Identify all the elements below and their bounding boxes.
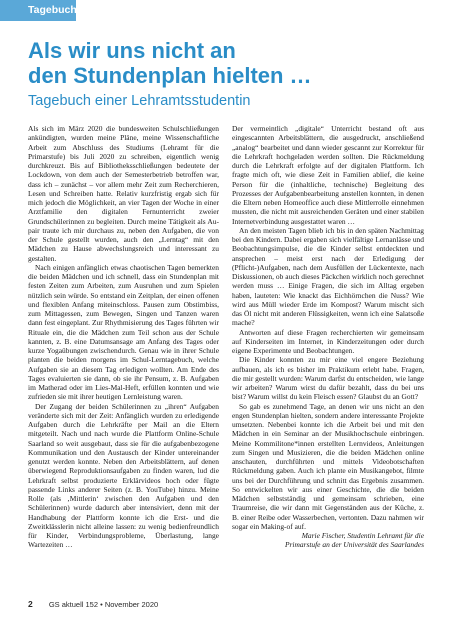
article-title xyxy=(28,38,428,88)
page-footer xyxy=(28,597,158,611)
paragraph: Der vermeintlich „digitale“ Unterricht bestand oft aus eingescannten Arbeitsblättern, die ausgedruckt, anschließend „analog“ bearbeitet und dann wieder gescannt zur Korrektur für die Lehrkraft hochgeladen werden sollten. Die Rückmeldung durch die Lehrkraft erfolgte auf der digitalen Plattform. Ich fragte mich oft, wie diese Zeit in Familien ablief, die keine Person für die (inhaltliche, technische) Begleitung des Prozesses der Aufgabenbearbeitung anstellen konnten, in denen die Eltern neben Homeoffice auch diese Mittlerrolle einnehmen mussten, die nicht mit ausreichenden Geräten und einer stabilen Internetverbindung ausgestattet waren … xyxy=(232,124,424,226)
right-column xyxy=(232,124,424,564)
paragraph: Die Kinder konnten zu mir eine viel engere Beziehung aufbauen, als ich es bisher im Praktikum erlebt habe. Fragen, die mir gestellt wurden: Warum darfst du entscheiden, wie lange wir arbeiten? Warum wirst du dafür bezahlt, dass du bei uns bist? Warum willst du kein Fleisch essen? Glaubst du an Gott? xyxy=(232,355,424,402)
article-subtitle: Tagebuch einer Lehramtsstudentin xyxy=(28,93,251,109)
author-signature xyxy=(232,531,424,550)
publication-info: GS aktuell 152 • November 2020 xyxy=(48,600,159,609)
paragraph: Als sich im März 2020 die bundesweiten Schulschließungen ankündigten, wurden meine Pläne, meine Wissenschaftliche Arbeit zum Abschluss des Studiums (Lehramt für die Primarstufe) bis Juli 2020 zu schreiben, eigentlich wenig durchkreuzt. Bis auf Bibliotheksschließungen bedeutete der Lockdown, von dem auch der Semesterbetrieb betroffen war, dass ich – zunächst – vor allem mehr Zeit zum Recherchieren, Lesen und Schreiben hatte. Relativ kurzfristig ergab sich für mich jedoch die Möglichkeit, an vier Tagen der Woche in einer Arztfamilie den digitalen Fernunterricht zweier Grundschülerinnen zu begleiten. Durch meine Tätigkeit als Au-pair traute ich mir durchaus zu, neben den Aufgaben, die von der Schule gestellt wurden, auch den „Lerntag“ mit den Mädchen zu Hause abwechslungsreich und interessant zu gestalten. xyxy=(28,124,219,263)
title-line-2: den Stundenplan hielten … xyxy=(28,63,312,88)
signature-line-1: Marie Fischer, Studentin Lehramt für die xyxy=(301,531,424,540)
paragraph: Nach einigen anfänglich etwas chaotischen Tagen bemerkten die beiden Mädchen und ich schnell, dass ein Stundenplan mit festen Zeiten zum Arbeiten, zum Ausruhen und zum Spielen nützlich sein würde. So entstand ein Zeitplan, der einen offenen und flexiblen Anfang miteinschloss. Pausen zum Obstimbiss, zum Mittagessen, zum Bewegen, Singen und Tanzen waren dann fest eingeplant. Zur Rhythmisierung des Tages führten wir Rituale ein, die die Mädchen zum Teil schon aus der Schule kannten, z. B. eine Datumsansage am Anfang des Tages oder kurze Yogaübungen zwischendurch. Genau wie in ihrer Schule planten die beiden morgens im Schul-Lerntagebuch, welche Aufgaben sie an diesem Tag erledigen wollten. Am Ende des Tages evaluierten sie dann, ob sie ihr Pensum, z. B. Aufgaben im Matherad oder im Lies-Mal-Heft, erfüllen konnten und wie zufrieden sie mit ihrer heutigen Lernleistung waren. xyxy=(28,262,219,402)
paragraph: An den meisten Tagen blieb ich bis in den späten Nachmittag bei den Kindern. Dabei ergaben sich vielfältige Lernanlässe und Beobachtungsimpulse, die die Kinder selbst entdeckten und ansprechen – meist erst nach der Erledigung der (Pflicht-)Aufgaben, nach dem Ausfüllen der Lückentexte, nach Diskussionen, ob auch dieses Päckchen wirklich noch gerechnet werden muss … Einige Fragen, die sich im Alltag ergeben haben, lauteten: Wie knackt das Eichhörnchen die Nuss? Wie wird aus Müll wieder Erde im Kompost? Warum mischt sich das Öl nicht mit anderen Flüssigkeiten, wenn ich eine Salatsoße mache? xyxy=(232,225,424,328)
paragraph: Antworten auf diese Fragen recherchierten wir gemeinsam auf Kinderseiten im Internet, in Kinderzeitungen oder durch eigene Experimente und Beobachtungen. xyxy=(232,327,424,355)
section-tab: Tagebuch xyxy=(0,0,76,21)
left-column xyxy=(28,124,219,564)
paragraph: Der Zugang der beiden Schülerinnen zu „ihren“ Aufgaben veränderte sich mit der Zeit: Anfänglich wurden zu erledigende Aufgaben durch die Lehrkräfte per Mail an die Eltern mitgeteilt. Nach und nach wurde die Plattform Online-Schule Saarland so weit ausgebaut, dass sie für die aufgabenbezogene Kommunikation und den Austausch der Kinder untereinander genutzt werden konnte. Neben den Arbeitsblättern, auf denen überwiegend Reproduktionsaufgaben zu finden waren, lud die Lehrkraft selbst produzierte Erklärvideos hoch oder fügte passende Links anderer Seiten (z. B. YouTube) hinzu. Meine Rolle (als ‚Mittlerin‘ zwischen den Aufgaben und den Schülerinnen) wurde dadurch aber intensiviert, denn mit der Handhabung der Plattform konnte ich die Erst- und die Zweitklässlerin nicht alleine lassen: zu wenig bedienfreundlich für Kinder, Verbindungsprobleme, Überlastung, lange Wartezeiten … xyxy=(28,401,219,550)
title-line-1: Als wir uns nicht an xyxy=(28,38,236,63)
signature-line-2: Primarstufe an der Universität des Saarlandes xyxy=(284,540,424,550)
paragraph: So gab es zunehmend Tage, an denen wir uns nicht an den engen Stundenplan hielten, sondern andere interessante Projekte umsetzten. Nebenbei konnte ich die Arbeit bei und mit den Mädchen in ein Seminar an der Musikhochschule einbringen. Meine Kommilitone*innen erstellten Lernvideos, Anleitungen zum Singen und Musizieren, die die beiden Mädchen online anschauten, durchführten und mittels Videobotschaften Rückmeldung gaben. Auch ich plante ein Musikangebot, filmte uns bei der Durchführung und schnitt das Ergebnis zusammen. So entwickelten wir aus einer Geschichte, die die beiden Mädchen selbstständig und gemeinsam schrieben, eine Traumreise, die wir dann mit Gegenständen aus der Küche, z. B. einer Reibe oder Wasserbechen, vertonten. Dazu nahmen wir sogar ein Making-of auf. xyxy=(232,401,424,531)
page-number: 2 xyxy=(28,599,33,609)
